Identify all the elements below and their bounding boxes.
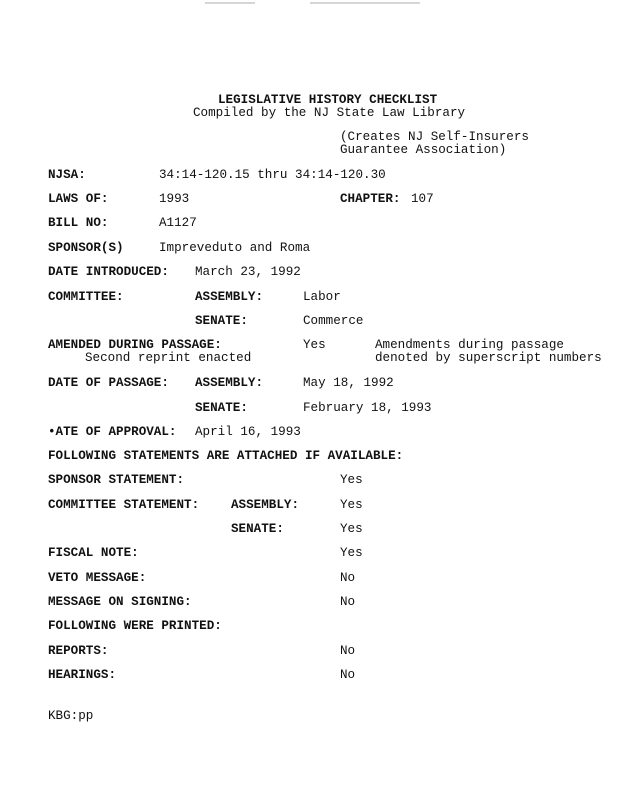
- passage-assembly-label: ASSEMBLY:: [195, 376, 264, 390]
- scan-artifact: [310, 2, 420, 4]
- amended-note-line2: denoted by superscript numbers: [375, 351, 602, 365]
- committee-statement-assembly-label: ASSEMBLY:: [231, 498, 300, 512]
- date-approval-label: •ATE OF APPROVAL:: [48, 425, 177, 439]
- bill-no-value: A1127: [159, 216, 197, 230]
- message-on-signing-value: No: [340, 595, 356, 609]
- committee-assembly-label: ASSEMBLY:: [195, 290, 264, 304]
- footer-initials: KBG:pp: [48, 709, 94, 723]
- passage-senate-label: SENATE:: [195, 401, 248, 415]
- date-approval-value: April 16, 1993: [195, 425, 301, 439]
- committee-senate-label: SENATE:: [195, 314, 248, 328]
- amended-label: AMENDED DURING PASSAGE:: [48, 338, 222, 352]
- hearings-label: HEARINGS:: [48, 668, 117, 682]
- sponsor-value: Impreveduto and Roma: [159, 241, 311, 255]
- fiscal-note-label: FISCAL NOTE:: [48, 546, 139, 560]
- act-description-line2: Guarantee Association): [340, 143, 507, 157]
- date-introduced-value: March 23, 1992: [195, 265, 301, 279]
- committee-senate-value: Commerce: [303, 314, 364, 328]
- njsa-value: 34:14-120.15 thru 34:14-120.30: [159, 168, 386, 182]
- bill-no-label: BILL NO:: [48, 216, 109, 230]
- chapter-label: CHAPTER:: [340, 192, 401, 206]
- passage-assembly-value: May 18, 1992: [303, 376, 394, 390]
- scan-artifact: [205, 2, 255, 4]
- committee-statement-senate-value: Yes: [340, 522, 363, 536]
- page-subtitle: Compiled by the NJ State Law Library: [193, 106, 466, 120]
- message-on-signing-label: MESSAGE ON SIGNING:: [48, 595, 192, 609]
- committee-statement-label: COMMITTEE STATEMENT:: [48, 498, 200, 512]
- laws-of-label: LAWS OF:: [48, 192, 109, 206]
- reports-value: No: [340, 644, 356, 658]
- date-introduced-label: DATE INTRODUCED:: [48, 265, 169, 279]
- veto-message-value: No: [340, 571, 356, 585]
- njsa-label: NJSA:: [48, 168, 86, 182]
- page-title: LEGISLATIVE HISTORY CHECKLIST: [218, 93, 438, 107]
- passage-senate-value: February 18, 1993: [303, 401, 432, 415]
- sponsor-label: SPONSOR(S): [48, 241, 124, 255]
- amended-sub: Second reprint enacted: [85, 351, 252, 365]
- printed-heading: FOLLOWING WERE PRINTED:: [48, 619, 222, 633]
- committee-label: COMMITTEE:: [48, 290, 124, 304]
- statements-heading: FOLLOWING STATEMENTS ARE ATTACHED IF AVAILABLE:: [48, 449, 404, 463]
- act-description-line1: (Creates NJ Self-Insurers: [340, 130, 529, 144]
- sponsor-statement-value: Yes: [340, 473, 363, 487]
- amended-value: Yes: [303, 338, 326, 352]
- committee-statement-senate-label: SENATE:: [231, 522, 284, 536]
- sponsor-statement-label: SPONSOR STATEMENT:: [48, 473, 185, 487]
- amended-note-line1: Amendments during passage: [375, 338, 564, 352]
- reports-label: REPORTS:: [48, 644, 109, 658]
- laws-of-value: 1993: [159, 192, 190, 206]
- committee-assembly-value: Labor: [303, 290, 341, 304]
- chapter-value: 107: [411, 192, 434, 206]
- date-passage-label: DATE OF PASSAGE:: [48, 376, 169, 390]
- committee-statement-assembly-value: Yes: [340, 498, 363, 512]
- hearings-value: No: [340, 668, 356, 682]
- fiscal-note-value: Yes: [340, 546, 363, 560]
- veto-message-label: VETO MESSAGE:: [48, 571, 147, 585]
